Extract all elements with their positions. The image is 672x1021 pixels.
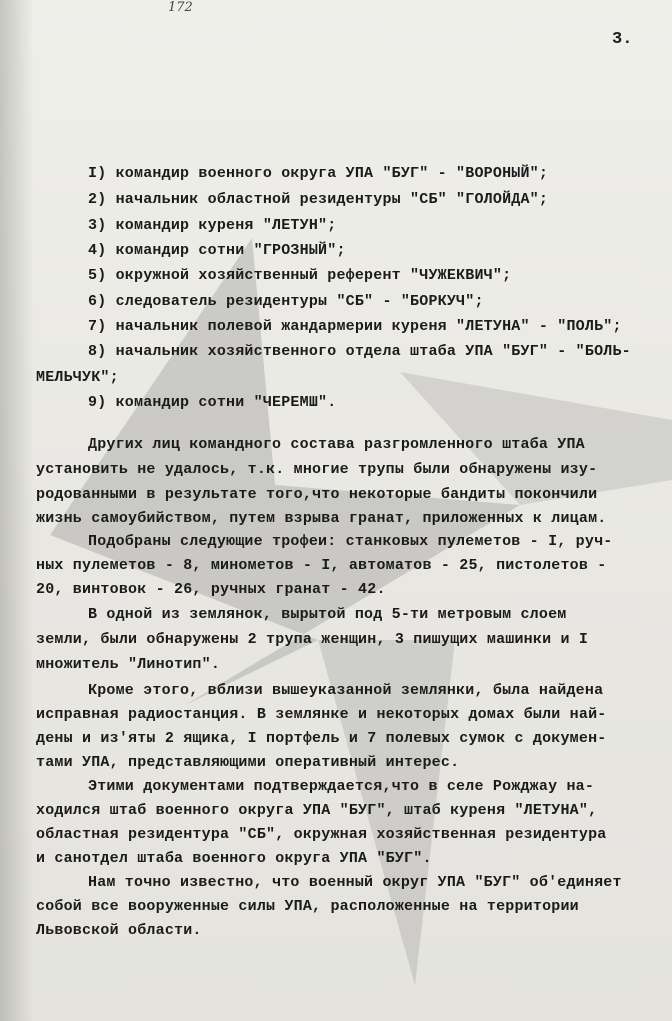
list-item: 5) окружной хозяйственный референт "ЧУЖЕКВИЧ";	[88, 267, 512, 284]
paragraph-line: жизнь самоубийством, путем взрыва гранат, приложенных к лицам.	[36, 510, 607, 527]
paragraph-line: Этими документами подтверждается,что в селе Рожджау на-	[88, 778, 595, 795]
list-item-continuation: МЕЛЬЧУК";	[36, 369, 119, 386]
paragraph-line: Подобраны следующие трофеи: станковых пулеметов - I, руч-	[88, 533, 613, 550]
page-edge-shadow	[0, 0, 34, 1021]
list-item: 4) командир сотни "ГРОЗНЫЙ";	[88, 242, 346, 259]
paragraph-line: исправная радиостанция. В землянке и некоторых домах были най-	[36, 706, 607, 723]
paragraph-line: дены и из'яты 2 ящика, I портфель и 7 полевых сумок с докумен-	[36, 730, 607, 747]
paragraph-line: ных пулеметов - 8, минометов - I, автоматов - 25, пистолетов -	[36, 557, 607, 574]
paragraph-line: множитель "Линотип".	[36, 656, 221, 673]
paragraph-line: земли, были обнаружены 2 трупа женщин, 3 пишущих машинки и I	[36, 631, 589, 648]
list-item: 8) начальник хозяйственного отдела штаба УПА "БУГ" - "БОЛЬ-	[88, 343, 631, 360]
list-item: 3) командир куреня "ЛЕТУН";	[88, 217, 337, 234]
list-item: 6) следователь резидентуры "СБ" - "БОРКУЧ";	[88, 293, 484, 310]
page-number: 3.	[612, 30, 633, 49]
paragraph-line: областная резидентура "СБ", окружная хозяйственная резидентура	[36, 826, 607, 843]
paragraph-line: Других лиц командного состава разгромленного штаба УПА	[88, 436, 585, 453]
archive-folio-number: 172	[168, 0, 193, 15]
list-item: 9) командир сотни "ЧЕРЕМШ".	[88, 394, 337, 411]
list-item: I) командир военного округа УПА "БУГ" - "ВОРОНЫЙ";	[88, 165, 549, 182]
paragraph-line: собой все вооруженные силы УПА, расположенные на территории	[36, 898, 579, 915]
paragraph-line: Нам точно известно, что военный округ УПА "БУГ" об'единяет	[88, 874, 622, 891]
paragraph-line: 20, винтовок - 26, ручных гранат - 42.	[36, 581, 386, 598]
paragraph-line: и санотдел штаба военного округа УПА "БУГ".	[36, 850, 432, 867]
paragraph-line: В одной из землянок, вырытой под 5-ти метровым слоем	[88, 606, 567, 623]
paragraph-line: установить не удалось, т.к. многие трупы были обнаружены изу-	[36, 461, 598, 478]
paragraph-line: тами УПА, представляющими оперативный интерес.	[36, 754, 460, 771]
paragraph-line: Кроме этого, вблизи вышеуказанной землянки, была найдена	[88, 682, 604, 699]
paragraph-line: родованными в результате того,что некоторые бандиты покончили	[36, 486, 598, 503]
list-item: 7) начальник полевой жандармерии куреня "ЛЕТУНА" - "ПОЛЬ";	[88, 318, 622, 335]
list-item: 2) начальник областной резидентуры "СБ" "ГОЛОЙДА";	[88, 191, 549, 208]
paragraph-line: ходился штаб военного округа УПА "БУГ", штаб куреня "ЛЕТУНА",	[36, 802, 598, 819]
paragraph-line: Львовской области.	[36, 922, 202, 939]
